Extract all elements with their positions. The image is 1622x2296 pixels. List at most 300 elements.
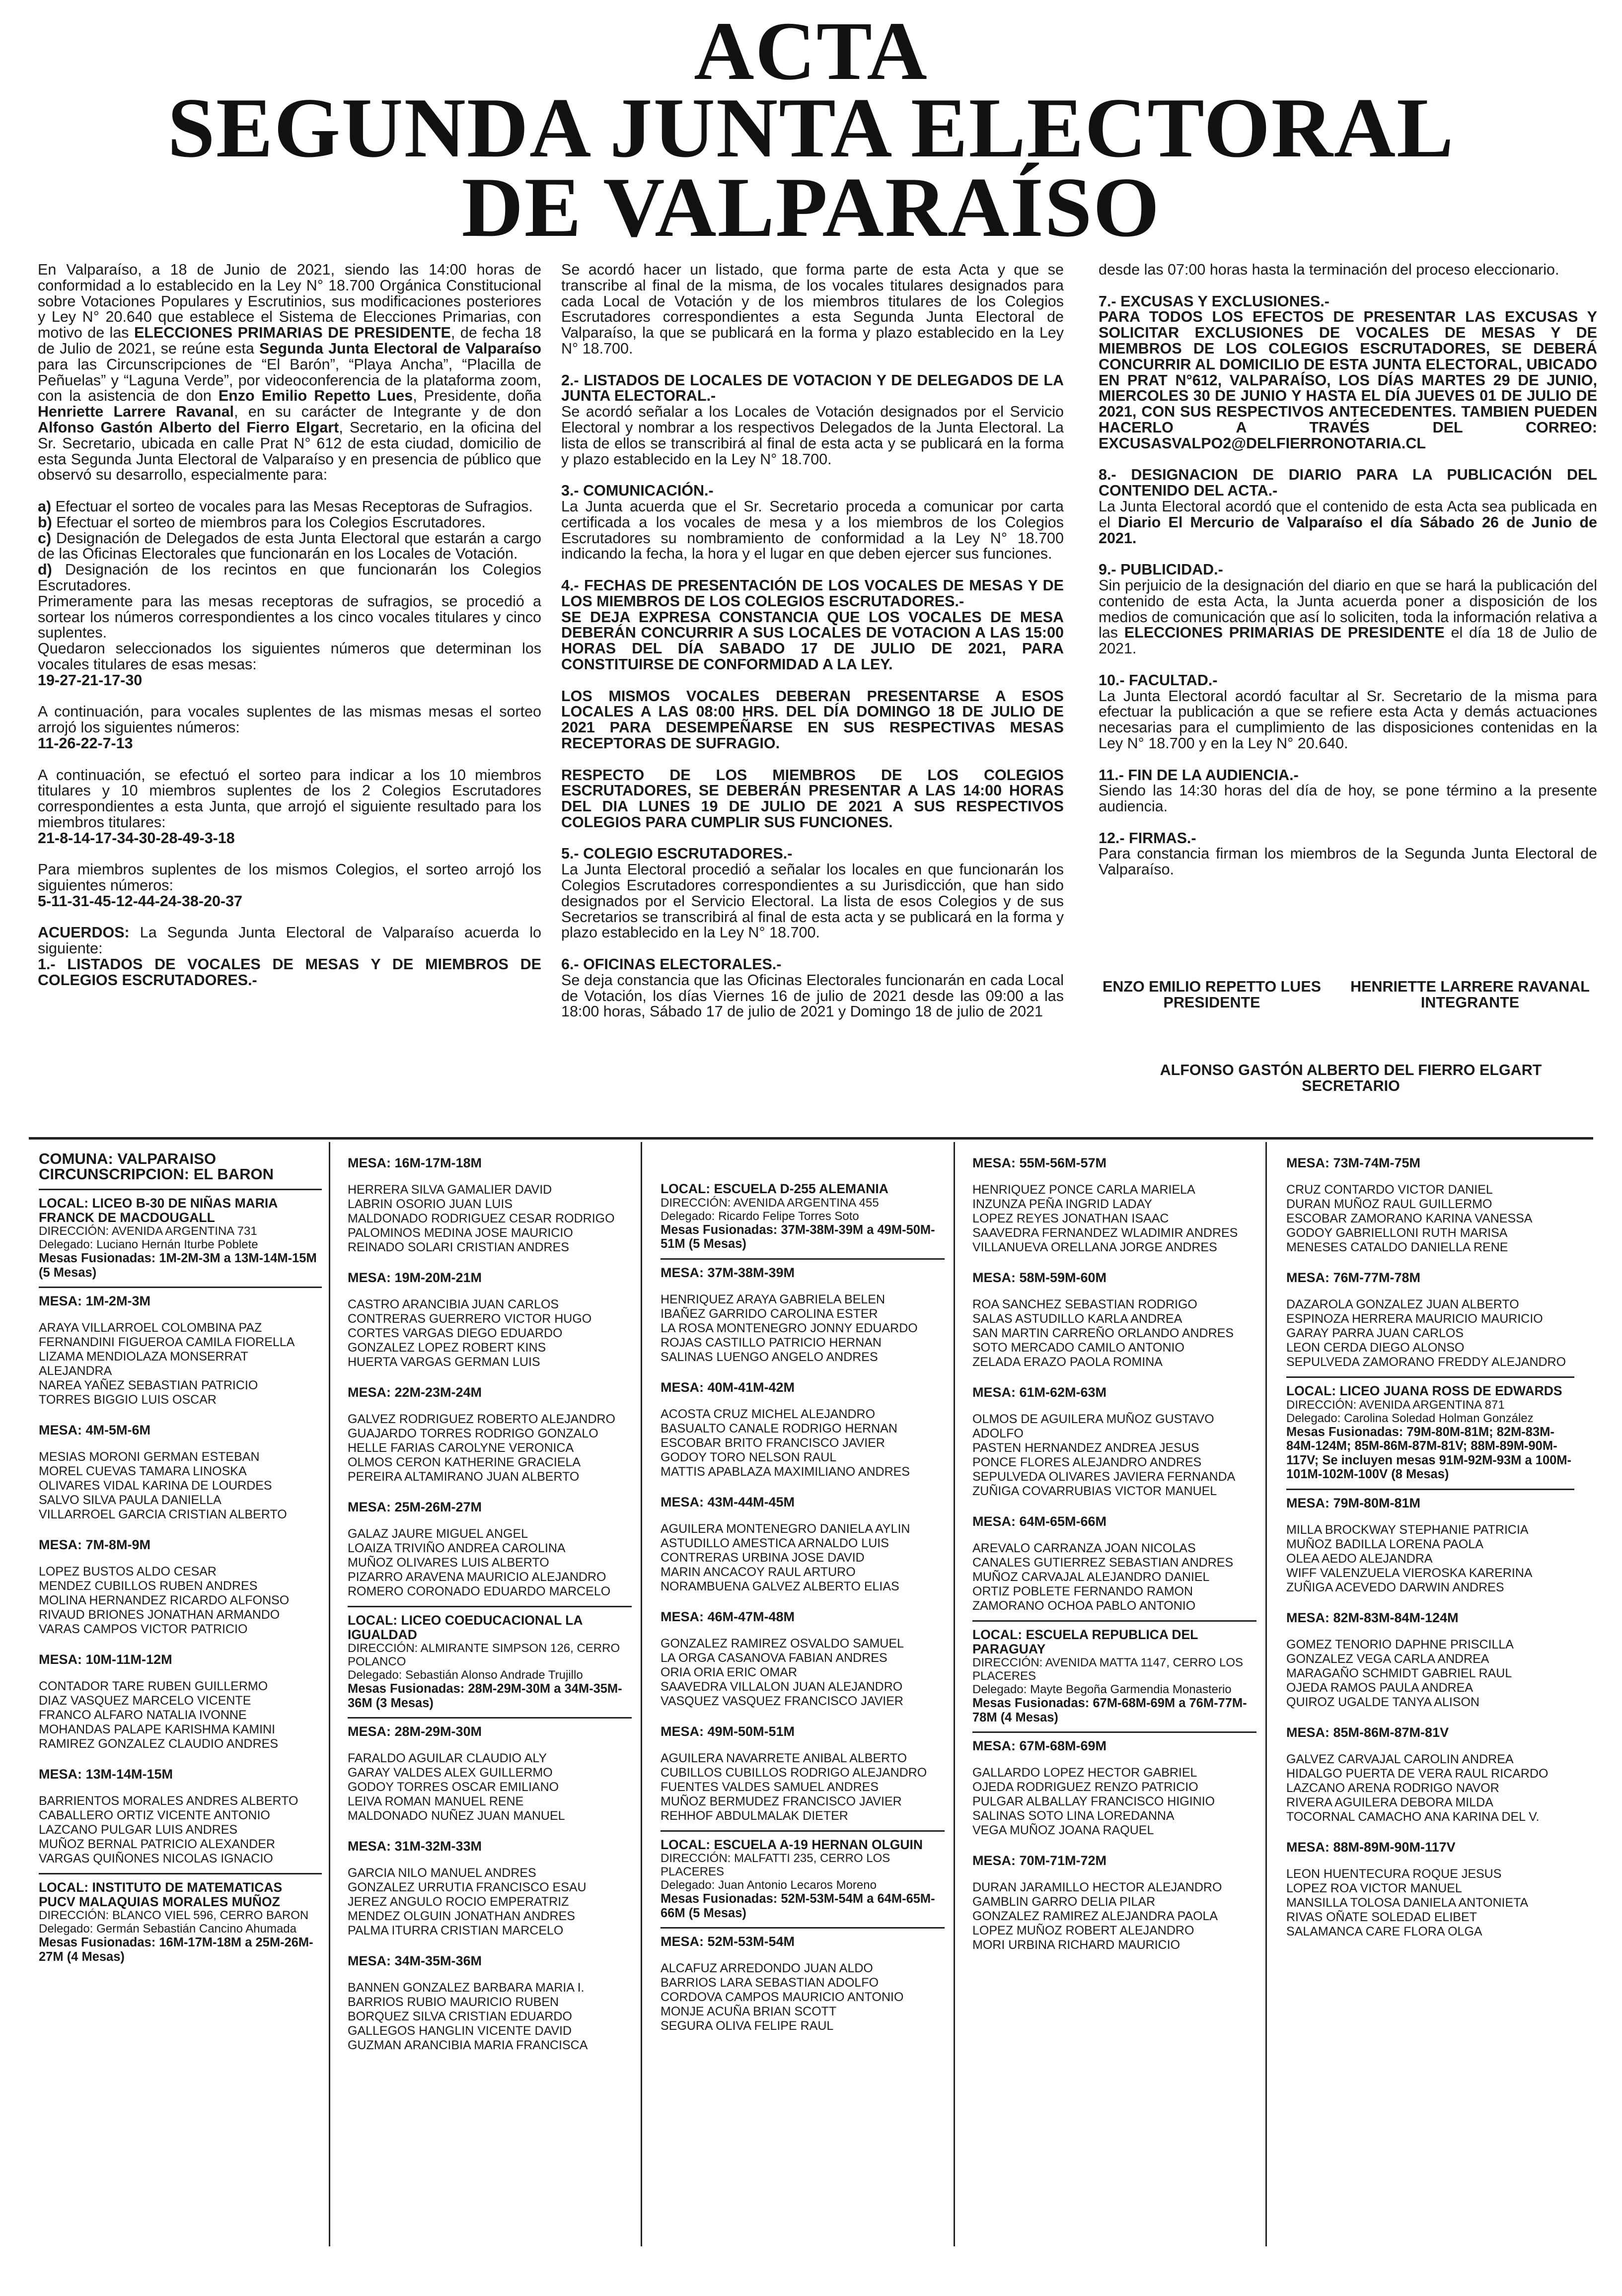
spacer — [972, 1170, 1256, 1183]
mesa-heading: MESA: 40M-41M-42M — [661, 1379, 795, 1395]
body-text: Designación de los recintos en que funcionarán los Colegios Escrutadores. — [38, 561, 541, 594]
mesa-heading: MESA: 46M-47M-48M — [661, 1609, 795, 1624]
vocal-name: MUÑOZ BERNAL PATRICIO ALEXANDER — [39, 1837, 276, 1851]
acta-paragraph — [1099, 262, 1597, 278]
bold-text: PARA TODOS LOS EFECTOS DE PRESENTAR LAS EXCUSAS Y SOLICITAR EXCLUSIONES DE VOCALES DE MESAS Y DE MIEMBROS DE LOS COLEGIOS ESCRUTADORES, SE DEBERÁ CONCURRIR AL DOMICILIO DE ESTA JUNTA ELECTORAL, UBICADO EN PRAT N°612, VALPARAÍSO, LOS DÍAS MARTES 29 DE JUNIO, MIERCOLES 30 DE JUNIO Y HASTA EL DÍA JUEVES 01 DE JULIO DE 2021, CON SUS RESPECTIVOS ANTECEDENTES. TAMBIEN PUEDEN HACERLO A TRAVÉS DEL CORREO: EXCUSASVALPO2@DELFIERRONOTARIA.CL — [1099, 308, 1597, 452]
divider — [1286, 1376, 1574, 1378]
bold-text: 5.- COLEGIO ESCRUTADORES.- — [561, 845, 793, 862]
spacer — [661, 1738, 945, 1751]
bold-text: 9.- PUBLICIDAD.- — [1099, 561, 1223, 578]
bold-text: 8.- DESIGNACION DE DIARIO PARA LA PUBLICACIÓN DEL CONTENIDO DEL ACTA.- — [1099, 466, 1597, 500]
mesas-fusionadas: Mesas Fusionadas: 79M-80M-81M; 82M-83M-84M-124M; 85M-86M-87M-81V; 88M-89M-90M-117V; Se incluyen mesas 91M-92M-93M a 100M-101M-102M-100V (8 Mesas) — [1286, 1425, 1572, 1481]
acta-paragraph — [38, 673, 541, 689]
spacer — [39, 1437, 322, 1450]
vocal-name: IBAÑEZ GARRIDO CAROLINA ESTER — [661, 1306, 878, 1321]
vocal-name: REHHOF ABDULMALAK DIETER — [661, 1808, 848, 1823]
vocal-name: RAMIREZ GONZALEZ CLAUDIO ANDRES — [39, 1737, 279, 1751]
vocal-name: CORDOVA CAMPOS MAURICIO ANTONIO — [661, 1990, 904, 2004]
divider — [39, 1189, 322, 1190]
acta-paragraph — [1099, 846, 1597, 878]
acta-paragraph — [1099, 294, 1597, 310]
spacer — [561, 673, 1064, 689]
vocal-name: MONJE ACUÑA BRIAN SCOTT — [661, 2005, 837, 2018]
vocal-name: AGUILERA MONTENEGRO DANIELA AYLIN — [661, 1521, 910, 1536]
vocal-name: BARRIENTOS MORALES ANDRES ALBERTO — [39, 1794, 298, 1808]
bold-text: 10.- FACULTAD.- — [1099, 671, 1218, 689]
mesas-fusionadas: Mesas Fusionadas: 52M-53M-54M a 64M-65M-66M (5 Mesas) — [661, 1892, 935, 1920]
vocal-name: SAAVEDRA VILLALON JUAN ALEJANDRO — [661, 1679, 903, 1694]
vocal-name: LOPEZ MUÑOZ ROBERT ALEJANDRO — [972, 1924, 1194, 1937]
vocal-name: FUENTES VALDES SAMUEL ANDRES — [661, 1780, 879, 1794]
body-text: Se acordó hacer un listado, que forma parte de esta Acta y que se transcribe al final de la misma, de los vocales titulares designados para cada Local de Votación y de los miembros titulares de los Colegios Escrutadores correspondientes a esta Segunda Junta Electoral de Valparaíso, la que se publicará en la forma y plazo establecido en la Ley N° 18.700. — [561, 261, 1064, 357]
spacer — [561, 831, 1064, 847]
local-detail: DIRECCIÓN: AVENIDA ARGENTINA 871 — [1286, 1398, 1505, 1412]
vocal-name: REINADO SOLARI CRISTIAN ANDRES — [348, 1240, 569, 1254]
acta-paragraph — [1099, 578, 1597, 657]
vocal-name: FARALDO AGUILAR CLAUDIO ALY — [348, 1751, 547, 1765]
vocal-name: MUÑOZ BADILLA LORENA PAOLA — [1286, 1537, 1483, 1551]
vocal-name: CONTRERAS GUERRERO VICTOR HUGO — [348, 1312, 592, 1326]
signature-name: ALFONSO GASTÓN ALBERTO DEL FIERRO ELGART — [1160, 1062, 1542, 1078]
vocal-name: VARGAS QUIÑONES NICOLAS IGNACIO — [39, 1852, 273, 1866]
mesa-heading: MESA: 70M-71M-72M — [972, 1853, 1107, 1868]
listing-heading: CIRCUNSCRIPCION: EL BARON — [39, 1165, 274, 1183]
vocal-name: ACOSTA CRUZ MICHEL ALEJANDRO — [661, 1407, 876, 1421]
vocal-name: GAMBLIN GARRO DELIA PILAR — [972, 1895, 1156, 1909]
vocal-name: LOAIZA TRIVIÑO ANDREA CAROLINA — [348, 1541, 566, 1555]
vocal-name: LEON CERDA DIEGO ALONSO — [1286, 1341, 1465, 1355]
body-text: Efectuar el sorteo de vocales para las Mesas Receptoras de Sufragios. — [51, 498, 533, 515]
vocal-name: MENDEZ CUBILLOS RUBEN ANDRES — [39, 1579, 258, 1593]
spacer — [39, 1666, 322, 1679]
bold-text: 11-26-22-7-13 — [38, 734, 133, 752]
vocal-name: MORI URBINA RICHARD MAURICIO — [972, 1938, 1180, 1952]
vocal-name: TORRES BIGGIO LUIS OSCAR — [39, 1393, 217, 1407]
page-title-line2: SEGUNDA JUNTA ELECTORAL — [167, 81, 1455, 175]
spacer — [39, 1308, 322, 1321]
local-detail: Delegado: Carolina Soledad Holman González — [1286, 1411, 1534, 1425]
vocal-name: GALVEZ RODRIGUEZ ROBERTO ALEJANDRO — [348, 1412, 616, 1426]
mesa-heading: MESA: 64M-65M-66M — [972, 1514, 1107, 1529]
signature-name: HENRIETTE LARRERE RAVANAL — [1350, 978, 1590, 995]
spacer — [661, 1509, 945, 1522]
vocal-name: GUAJARDO TORRES RODRIGO GONZALO — [348, 1427, 598, 1440]
vocal-name: RIVAS OÑATE SOLEDAD ELIBET — [1286, 1910, 1477, 1924]
bold-text: 6.- OFICINAS ELECTORALES.- — [561, 956, 782, 973]
vocal-name: MARIN ANCACOY RAUL ARTURO — [661, 1565, 856, 1579]
mesa-heading: MESA: 28M-29M-30M — [348, 1724, 482, 1739]
spacer — [1099, 752, 1597, 768]
vocal-name: WIFF VALENZUELA VIEROSKA KARERINA — [1286, 1566, 1533, 1580]
vocal-name: PALOMINOS MEDINA JOSE MAURICIO — [348, 1226, 573, 1240]
vocal-name: QUIROZ UGALDE TANYA ALISON — [1286, 1695, 1479, 1709]
vocal-name: SAAVEDRA FERNANDEZ WLADIMIR ANDRES — [972, 1226, 1238, 1240]
vocal-name: INZUNZA PEÑA INGRID LADAY — [972, 1197, 1153, 1211]
body-text: Se acordó señalar a los Locales de Votación designados por el Servicio Electoral y nombrar a los respectivos Delegados de la Junta Electoral. La lista de ellos se transcribirá al final de esta acta y se publicará en la forma y plazo establecido en la Ley N° 18.700. — [561, 403, 1064, 468]
bold-text: 7.- EXCUSAS Y EXCLUSIONES.- — [1099, 292, 1329, 310]
acta-paragraph — [1099, 499, 1597, 546]
divider — [661, 1830, 945, 1832]
local-title: LOCAL: LICEO B-30 DE NIÑAS MARIA FRANCK DE MACDOUGALL — [39, 1196, 278, 1225]
vocal-name: LOPEZ REYES JONATHAN ISAAC — [972, 1212, 1169, 1225]
divider — [348, 1717, 632, 1719]
bold-text: Alfonso Gastón Alberto del Fierro Elgart — [38, 419, 339, 436]
mesas-fusionadas: Mesas Fusionadas: 67M-68M-69M a 76M-77M-78M (4 Mesas) — [972, 1696, 1247, 1724]
spacer — [348, 1823, 632, 1839]
listing-column-4 — [972, 1156, 1256, 1952]
acta-paragraph — [38, 562, 541, 594]
vocal-name: ESPINOZA HERRERA MAURICIO MAURICIO — [1286, 1312, 1543, 1326]
acta-paragraph — [38, 862, 541, 894]
vocal-name: MOLINA HERNANDEZ RICARDO ALFONSO — [39, 1593, 290, 1607]
spacer — [38, 689, 541, 705]
spacer — [661, 1479, 945, 1495]
body-text: , Secretario, en la oficina del Sr. Secretario, ubicada en calle Prat N° 612 de esta ciudad, domicilio de esta Segunda Junta Electoral de Valparaíso y en presencia de público que observó su desarrollo, especialmente para: — [38, 419, 541, 484]
body-text: Primeramente para las mesas receptoras de sufragios, se procedió a sortear los números correspondientes a los cinco vocales titulares y cinco suplentes. — [38, 592, 541, 642]
bold-text: 12.- FIRMAS.- — [1099, 829, 1196, 847]
body-text: La Junta acuerda que el Sr. Secretario proceda a comunicar por carta certificada a los vocales de mesa y a los miembros de los Colegios Escrutadores su nombramiento de conformidad a la Ley N° 18.700 indicando la fecha, la hora y el lugar en que deben ejercer sus funciones. — [561, 498, 1064, 563]
bold-text: d) — [38, 561, 52, 578]
local-detail: DIRECCIÓN: MALFATTI 235, CERRO LOS PLACERES — [661, 1852, 890, 1878]
vocal-name: FERNANDINI FIGUEROA CAMILA FIORELLA — [39, 1335, 295, 1349]
vocal-name: PULGAR ALBALLAY FRANCISCO HIGINIO — [972, 1794, 1215, 1808]
vocal-name: ROMERO CORONADO EDUARDO MARCELO — [348, 1584, 611, 1598]
bold-text: SE DEJA EXPRESA CONSTANCIA QUE LOS VOCALES DE MESA DEBERÁN CONCURRIR A SUS LOCALES DE VOTACION A LAS 15:00 HORAS DEL DÍA SABADO 17 DE JULIO DE 2021, PARA CONSTITUIRSE DE CONFORMIDAD A LA LEY. — [561, 608, 1064, 673]
vocal-name: LAZCANO ARENA RODRIGO NAVOR — [1286, 1781, 1499, 1795]
local-detail: DIRECCIÓN: AVENIDA ARGENTINA 731 — [39, 1224, 257, 1238]
vocal-name: SALAMANCA CARE FLORA OLGA — [1286, 1924, 1482, 1938]
spacer — [348, 1738, 632, 1751]
spacer — [1099, 546, 1597, 562]
vocal-name: LIZAMA MENDIOLAZA MONSERRAT ALEJANDRA — [39, 1350, 248, 1378]
vocal-name: AREVALO CARRANZA JOAN NICOLAS — [972, 1541, 1196, 1555]
acta-paragraph — [1099, 831, 1597, 847]
signature-role: SECRETARIO — [1302, 1077, 1400, 1094]
acta-paragraph — [1099, 689, 1597, 752]
spacer — [972, 1255, 1256, 1271]
body-text: para las Circunscripciones de “El Barón”, “Playa Ancha”, “Placilla de Peñuelas” y “Laguna Verde”, por videoconferencia de la plataforma zoom, con la asistencia de don — [38, 356, 541, 405]
spacer — [561, 562, 1064, 578]
vocal-name: GALLEGOS HANGLIN VICENTE DAVID — [348, 2024, 572, 2038]
vocal-name: MENESES CATALDO DANIELLA RENE — [1286, 1240, 1508, 1254]
acta-paragraph — [38, 831, 541, 847]
vocal-name: GALLARDO LOPEZ HECTOR GABRIEL — [972, 1766, 1197, 1780]
vocal-name: GALAZ JAURE MIGUEL ANGEL — [348, 1527, 528, 1541]
body-text: , Presidente, doña — [413, 387, 541, 405]
body-text: Se deja constancia que las Oficinas Electorales funcionarán en cada Local de Votación, los días Viernes 16 de julio de 2021 desde las 09:00 a las 18:00 horas, Sábado 17 de julio de 2021 y Domingo 18 de julio de 2021 — [561, 971, 1064, 1020]
vocal-name: CUBILLOS CUBILLOS RODRIGO ALEJANDRO — [661, 1765, 927, 1780]
listing-column-5 — [1286, 1156, 1574, 1939]
listing-column-1 — [39, 1151, 322, 1964]
mesa-heading: MESA: 61M-62M-63M — [972, 1385, 1107, 1400]
page-title-line3: DE VALPARAÍSO — [461, 160, 1161, 255]
vocal-name: MESIAS MORONI GERMAN ESTEBAN — [39, 1450, 260, 1464]
spacer — [1286, 1739, 1574, 1752]
vocal-name: CONTRERAS URBINA JOSE DAVID — [661, 1550, 865, 1565]
vocal-name: OJEDA RODRIGUEZ RENZO PATRICIO — [972, 1780, 1198, 1794]
spacer — [972, 1369, 1256, 1385]
acta-paragraph — [561, 610, 1064, 673]
vocal-name: RIVAUD BRIONES JONATHAN ARMANDO — [39, 1608, 280, 1622]
mesa-heading: MESA: 49M-50M-51M — [661, 1723, 795, 1739]
spacer — [972, 1753, 1256, 1766]
local-title: LOCAL: ESCUELA A-19 HERNAN OLGUIN — [661, 1837, 923, 1852]
mesa-heading: MESA: 82M-83M-84M-124M — [1286, 1610, 1459, 1625]
local-detail: Delegado: Mayte Begoña Garmendia Monasterio — [972, 1683, 1232, 1696]
vocal-name: CONTADOR TARE RUBEN GUILLERMO — [39, 1679, 268, 1693]
signature-name: ENZO EMILIO REPETTO LUES — [1102, 978, 1322, 995]
acta-paragraph — [561, 768, 1064, 831]
spacer — [39, 1751, 322, 1767]
spacer — [348, 1369, 632, 1385]
spacer — [1099, 278, 1597, 294]
mesas-fusionadas: Mesas Fusionadas: 37M-38M-39M a 49M-50M-51M (5 Mesas) — [661, 1222, 935, 1251]
mesas-fusionadas: Mesas Fusionadas: 16M-17M-18M a 25M-26M-27M (4 Mesas) — [39, 1936, 313, 1964]
vocal-name: AGUILERA NAVARRETE ANIBAL ALBERTO — [661, 1751, 907, 1765]
body-text: Sin perjuicio de la designación del diario en que se hará la publicación del contenido de esta Acta, la Junta acuerda poner a disposición de los medios de comunicación que así lo soliciten, toda la información relativa a las — [1099, 576, 1597, 642]
vocal-name: PIZARRO ARAVENA MAURICIO ALEJANDRO — [348, 1570, 606, 1584]
spacer — [1286, 1625, 1574, 1638]
mesas-fusionadas: Mesas Fusionadas: 1M-2M-3M a 13M-14M-15M (5 Mesas) — [39, 1251, 317, 1280]
spacer — [1286, 1285, 1574, 1297]
divider — [972, 1620, 1256, 1622]
spacer — [39, 1781, 322, 1794]
bold-text: ELECCIONES PRIMARIAS DE PRESIDENTE — [1124, 624, 1445, 642]
spacer — [38, 910, 541, 926]
vocal-name: LOPEZ ROA VICTOR MANUEL — [1286, 1881, 1462, 1895]
vocal-name: ZAMORANO OCHOA PABLO ANTONIO — [972, 1599, 1196, 1613]
body-text: , de fecha 18 de Julio de 2021, se reúne esta — [38, 324, 541, 357]
acta-column-2 — [561, 262, 1064, 1020]
spacer — [348, 1968, 632, 1981]
local-detail: DIRECCIÓN: AVENIDA MATTA 1147, CERRO LOS PLACERES — [972, 1656, 1244, 1683]
body-text: Para miembros suplentes de los mismos Colegios, el sorteo arrojó los siguientes números: — [38, 861, 541, 894]
local-detail: Delegado: Luciano Hernán Iturbe Poblete — [39, 1238, 258, 1251]
body-text: Efectuar el sorteo de miembros para los Colegios Escrutadores. — [52, 513, 486, 531]
vocal-name: GUZMAN ARANCIBIA MARIA FRANCISCA — [348, 2038, 588, 2052]
vocal-name: MENDEZ OLGUIN JONATHAN ANDRES — [348, 1909, 575, 1923]
body-text: La Junta Electoral acordó que el contenido de esta Acta sea publicada en el — [1099, 498, 1597, 531]
mesa-heading: MESA: 58M-59M-60M — [972, 1270, 1107, 1285]
mesa-heading: MESA: 19M-20M-21M — [348, 1270, 482, 1285]
signature-integrante — [1341, 979, 1599, 1011]
vocal-name: SALVO SILVA PAULA DANIELLA — [39, 1493, 221, 1507]
spacer — [972, 1867, 1256, 1880]
bold-text: RESPECTO DE LOS MIEMBROS DE LOS COLEGIOS ESCRUTADORES, SE DEBERÁN PRESENTAR A LAS 14:00 HORAS DEL DIA LUNES 19 DE JULIO DE 2021 A SUS RESPECTIVOS COLEGIOS PARA CUMPLIR SUS FUNCIONES. — [561, 766, 1064, 831]
vocal-name: CABALLERO ORTIZ VICENTE ANTONIO — [39, 1808, 270, 1822]
vocal-name: NAREA YAÑEZ SEBASTIAN PATRICIO — [39, 1378, 258, 1392]
vocal-name: MOHANDAS PALAPE KARISHMA KAMINI — [39, 1722, 276, 1736]
vocal-name: SEPULVEDA OLIVARES JAVIERA FERNANDA — [972, 1470, 1236, 1484]
body-text: Para constancia firman los miembros de la Segunda Junta Electoral de Valparaíso. — [1099, 845, 1597, 878]
spacer — [348, 1853, 632, 1866]
vocal-name: MALDONADO NUÑEZ JUAN MANUEL — [348, 1809, 565, 1823]
spacer — [561, 357, 1064, 373]
spacer — [972, 1838, 1256, 1854]
vocal-name: CANALES GUTIERREZ SEBASTIAN ANDRES — [972, 1556, 1234, 1570]
vocal-name: JEREZ ANGULO ROCIO EMPERATRIZ — [348, 1895, 569, 1909]
vocal-name: HERRERA SILVA GAMALIER DAVID — [348, 1183, 552, 1197]
vocal-name: SALINAS LUENGO ANGELO ANDRES — [661, 1350, 878, 1364]
vocal-name: DURAN MUÑOZ RAUL GUILLERMO — [1286, 1197, 1492, 1211]
spacer — [972, 1399, 1256, 1412]
mesa-heading: MESA: 1M-2M-3M — [39, 1293, 151, 1308]
spacer — [39, 1552, 322, 1565]
body-text: La Junta Electoral acordó facultar al Sr. Secretario de la misma para efectuar la publicación a que se refiere esta Acta y demás actuaciones necesarias para el cumplimiento de las disposiciones contenidas en la Ley N° 18.700 y en la Ley N° 20.640. — [1099, 687, 1597, 752]
bold-text: Segunda Junta Electoral de Valparaíso — [259, 340, 541, 357]
bold-text: 21-8-14-17-34-30-28-49-3-18 — [38, 829, 235, 847]
acta-paragraph — [38, 515, 541, 531]
spacer — [348, 1399, 632, 1412]
spacer — [972, 1528, 1256, 1541]
vocal-name: ROJAS CASTILLO PATRICIO HERNAN — [661, 1335, 882, 1350]
spacer — [661, 1624, 945, 1637]
vocal-name: LEON HUENTECURA ROQUE JESUS — [1286, 1866, 1502, 1881]
vocal-name: FRANCO ALFARO NATALIA IVONNE — [39, 1708, 247, 1722]
vocal-name: BASUALTO CANALE RODRIGO HERNAN — [661, 1421, 897, 1435]
vocal-name: OLIVARES VIDAL KARINA DE LOURDES — [39, 1479, 272, 1493]
vocal-name: MATTIS APABLAZA MAXIMILIANO ANDRES — [661, 1464, 910, 1479]
vocal-name: ROA SANCHEZ SEBASTIAN RODRIGO — [972, 1297, 1197, 1311]
mesa-heading: MESA: 43M-44M-45M — [661, 1494, 795, 1509]
vocal-name: MOREL CUEVAS TAMARA LINOSKA — [39, 1464, 247, 1478]
listing-column-2 — [348, 1156, 632, 2053]
local-detail: Delegado: Juan Antonio Lecaros Moreno — [661, 1878, 877, 1892]
body-text: el día 18 de Julio de 2021. — [1099, 624, 1597, 657]
bold-text: 5-11-31-45-12-44-24-38-20-37 — [38, 892, 243, 910]
vocal-name: MUÑOZ BERMUDEZ FRANCISCO JAVIER — [661, 1794, 902, 1808]
spacer — [1286, 1255, 1574, 1271]
local-title: LOCAL: ESCUELA REPUBLICA DEL PARAGUAY — [972, 1627, 1198, 1656]
acta-paragraph — [561, 404, 1064, 467]
spacer — [348, 1938, 632, 1954]
vocal-name: MUÑOZ OLIVARES LUIS ALBERTO — [348, 1556, 549, 1570]
local-detail: Delegado: Ricardo Felipe Torres Soto — [661, 1209, 859, 1223]
mesa-heading: MESA: 4M-5M-6M — [39, 1423, 151, 1437]
vocal-name: DIAZ VASQUEZ MARCELO VICENTE — [39, 1694, 251, 1708]
vocal-name: GARCIA NILO MANUEL ANDRES — [348, 1866, 536, 1880]
vocal-name: HIDALGO PUERTA DE VERA RAUL RICARDO — [1286, 1766, 1548, 1781]
vocal-name: TOCORNAL CAMACHO ANA KARINA DEL V. — [1286, 1809, 1540, 1824]
section-divider — [29, 1137, 1593, 1140]
spacer — [1099, 657, 1597, 673]
column-divider — [329, 1142, 330, 2246]
mesa-heading: MESA: 67M-68M-69M — [972, 1738, 1107, 1753]
vocal-name: GONZALEZ RAMIREZ ALEJANDRA PAOLA — [972, 1909, 1218, 1923]
spacer — [972, 1285, 1256, 1297]
vocal-name: GONZALEZ VEGA CARLA ANDREA — [1286, 1651, 1489, 1666]
acta-paragraph — [38, 736, 541, 752]
vocal-name: GODOY GABRIELLONI RUTH MARISA — [1286, 1226, 1508, 1240]
acta-paragraph — [561, 483, 1064, 499]
signature-role: PRESIDENTE — [1163, 994, 1260, 1011]
vocal-name: LAZCANO PULGAR LUIS ANDRES — [39, 1823, 238, 1837]
acta-paragraph — [38, 531, 541, 563]
bold-text: ACUERDOS: — [38, 924, 130, 941]
vocal-name: GONZALEZ URRUTIA FRANCISCO ESAU — [348, 1880, 587, 1894]
local-detail: Delegado: Germán Sebastián Cancino Ahumada — [39, 1922, 296, 1936]
acta-paragraph — [1099, 783, 1597, 815]
vocal-name: VASQUEZ VASQUEZ FRANCISCO JAVIER — [661, 1694, 903, 1708]
spacer — [561, 752, 1064, 768]
acta-paragraph — [561, 373, 1064, 405]
acta-paragraph — [38, 894, 541, 910]
local-title: LOCAL: LICEO COEDUCACIONAL LA IGUALDAD — [348, 1613, 583, 1642]
vocal-name: ESCOBAR BRITO FRANCISCO JAVIER — [661, 1435, 885, 1450]
spacer — [38, 846, 541, 862]
vocal-name: ORIA ORIA ERIC OMAR — [661, 1665, 798, 1679]
vocal-name: DAZAROLA GONZALEZ JUAN ALBERTO — [1286, 1297, 1519, 1311]
acta-paragraph — [561, 689, 1064, 752]
vocal-name: GONZALEZ LOPEZ ROBERT KINS — [348, 1341, 546, 1355]
body-text: A continuación, para vocales suplentes de las mismas mesas el sorteo arrojó los siguientes números: — [38, 703, 541, 736]
column-divider — [1265, 1142, 1267, 2246]
acta-paragraph — [38, 262, 541, 483]
listing-column-3 — [661, 1182, 945, 2033]
vocal-name: CRUZ CONTARDO VICTOR DANIEL — [1286, 1183, 1493, 1197]
mesa-heading: MESA: 34M-35M-36M — [348, 1953, 482, 1968]
vocal-name: VEGA MUÑOZ JOANA RAQUEL — [972, 1823, 1154, 1837]
acta-paragraph — [38, 594, 541, 641]
acta-paragraph — [1099, 673, 1597, 689]
acta-column-3 — [1099, 262, 1597, 878]
vocal-name: OLMOS CERON KATHERINE GRACIELA — [348, 1455, 581, 1469]
vocal-name: GODOY TORRES OSCAR EMILIANO — [348, 1780, 559, 1794]
vocal-name: SAN MARTIN CARREÑO ORLANDO ANDRES — [972, 1326, 1234, 1340]
body-text: La Segunda Junta Electoral de Valparaíso acuerda lo siguiente: — [38, 924, 541, 957]
bold-text: ELECCIONES PRIMARIAS DE PRESIDENTE — [134, 324, 451, 342]
acta-paragraph — [38, 704, 541, 736]
vocal-name: VARAS CAMPOS VICTOR PATRICIO — [39, 1622, 248, 1636]
vocal-name: ALCAFUZ ARREDONDO JUAN ALDO — [661, 1961, 873, 1975]
vocal-name: CASTRO ARANCIBIA JUAN CARLOS — [348, 1297, 559, 1311]
vocal-name: SEPULVEDA ZAMORANO FREDDY ALEJANDRO — [1286, 1355, 1566, 1369]
bold-text: Henriette Larrere Ravanal — [38, 403, 234, 421]
vocal-name: ASTUDILLO AMESTICA ARNALDO LUIS — [661, 1536, 889, 1550]
mesa-heading: MESA: 25M-26M-27M — [348, 1500, 482, 1514]
local-detail: DIRECCIÓN: ALMIRANTE SIMPSON 126, CERRO POLANCO — [348, 1642, 620, 1668]
vocal-name: CORTES VARGAS DIEGO EDUARDO — [348, 1326, 563, 1340]
vocal-name: ESCOBAR ZAMORANO KARINA VANESSA — [1286, 1212, 1533, 1225]
acta-paragraph — [561, 578, 1064, 610]
vocal-name: LOPEZ BUSTOS ALDO CESAR — [39, 1565, 217, 1578]
mesa-heading: MESA: 31M-32M-33M — [348, 1839, 482, 1854]
vocal-name: ZELADA ERAZO PAOLA ROMINA — [972, 1355, 1163, 1369]
mesa-heading: MESA: 7M-8M-9M — [39, 1537, 151, 1552]
body-text: Siendo las 14:30 horas del día de hoy, se pone término a la presente audiencia. — [1099, 782, 1597, 815]
body-text: , en su carácter de Integrante y de don — [234, 403, 542, 421]
mesa-heading: MESA: 16M-17M-18M — [348, 1155, 482, 1170]
spacer — [1099, 815, 1597, 831]
mesa-heading: MESA: 88M-89M-90M-117V — [1286, 1839, 1456, 1855]
spacer — [661, 1364, 945, 1380]
mesa-heading: MESA: 85M-86M-87M-81V — [1286, 1724, 1449, 1740]
local-detail: DIRECCIÓN: BLANCO VIEL 596, CERRO BARON — [39, 1909, 309, 1922]
acta-paragraph — [1099, 562, 1597, 578]
vocal-name: SALAS ASTUDILLO KARLA ANDREA — [972, 1312, 1182, 1326]
divider — [39, 1873, 322, 1874]
vocal-name: VILLARROEL GARCIA CRISTIAN ALBERTO — [39, 1507, 287, 1521]
vocal-name: PALMA ITURRA CRISTIAN MARCELO — [348, 1924, 564, 1937]
spacer — [1099, 452, 1597, 468]
acta-paragraph — [38, 499, 541, 515]
bold-text: LOS MISMOS VOCALES DEBERAN PRESENTARSE A ESOS LOCALES A LAS 08:00 HRS. DEL DÍA DOMINGO 18 DE JULIO DE 2021 PARA DESEMPEÑARSE EN SUS RESPECTIVAS MESAS RECEPTORAS DE SUFRAGIO. — [561, 687, 1064, 752]
vocal-name: OJEDA RAMOS PAULA ANDREA — [1286, 1680, 1474, 1695]
spacer — [348, 1255, 632, 1271]
acta-paragraph — [1099, 768, 1597, 784]
vocal-name: SEGURA OLIVA FELIPE RAUL — [661, 2019, 834, 2033]
acta-paragraph — [38, 641, 541, 673]
